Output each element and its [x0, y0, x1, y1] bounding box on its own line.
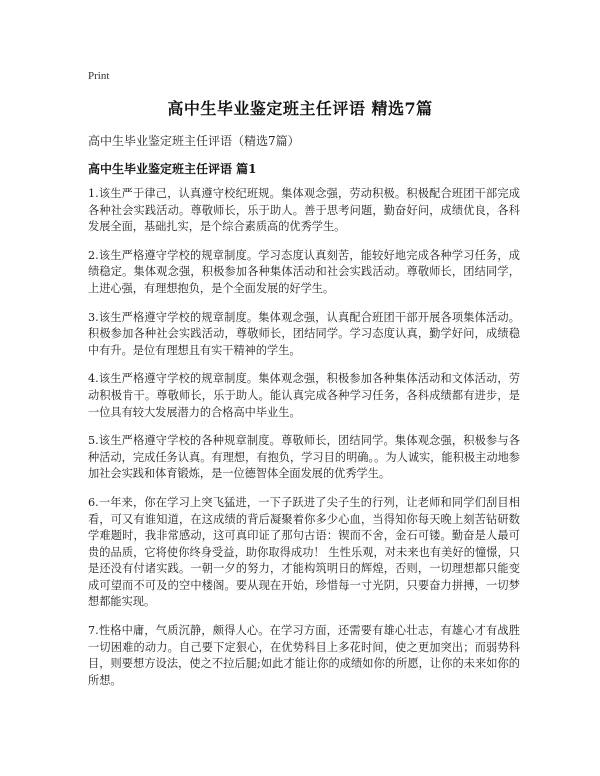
- print-label[interactable]: Print: [88, 70, 110, 82]
- comment-paragraph-1: 1.该生严于律己，认真遵守校纪班规。集体观念强，劳动积极。积极配合班团干部完成各种社会实践活动。尊敬师长，乐于助人。善于思考问题，勤奋好问，成绩优良，各科发展全面，基础扎实，是个综合素质高的优秀学生。: [88, 187, 520, 234]
- comment-paragraph-5: 5.该生严格遵守学校的各种规章制度。尊敬师长，团结同学。集体观念强，积极参与各种活动，完成任务认真。有理想，有抱负，学习目的明确。。为人诚实，能积极主动地参加社会实践和体育锻炼，是一位德智体全面发展的优秀学生。: [88, 434, 520, 481]
- comment-paragraph-7: 7.性格中庸，气质沉静，颇得人心。在学习方面，还需要有雄心壮志，有雄心才有战胜一切困难的动力。自己要下定狠心，在优势科目上多花时间，使之更加突出；而弱势科目，则要想方设法，使之不拉后腿;如此才能让你的成绩如你的所愿，让你的未来如你的所想。: [88, 624, 520, 687]
- content-body: [88, 186, 520, 701]
- comment-paragraph-4: 4.该生严格遵守学校的规章制度。集体观念强，积极参加各种集体活动和文体活动，劳动积极肯干。尊敬师长，乐于助人。能认真完成各种学习任务，各科成绩都有进步，是一位具有较大发展潜力的合格高中毕业生。: [88, 372, 520, 419]
- document-subtitle: 高中生毕业鉴定班主任评语（精选7篇）: [88, 134, 300, 148]
- section-heading: 高中生毕业鉴定班主任评语 篇1: [88, 162, 257, 176]
- comment-paragraph-3: 3.该生严格遵守学校的规章制度。集体观念强，认真配合班团干部开展各项集体活动。积极参加各种社会实践活动，尊敬师长，团结同学。学习态度认真，勤学好问，成绩稳中有升。是位有理想且有实干精神的学生。: [88, 310, 520, 357]
- comment-paragraph-2: 2.该生严格遵守学校的规章制度。学习态度认真刻苦，能较好地完成各种学习任务，成绩稳定。集体观念强，积极参加各种集体活动和社会实践活动。尊敬师长，团结同学，上进心强，有理想抱负，是个全面发展的好学生。: [88, 248, 520, 295]
- comment-paragraph-6: 6.一年来，你在学习上突飞猛进，一下子跃进了尖子生的行列，让老师和同学们刮目相看，可又有谁知道，在这成绩的背后凝聚着你多少心血，当得知你每天晚上刻苦钻研数学难题时，我非常感动，这可真印证了那句古语：锲而不舍，金石可镂。勤奋是人最可贵的品质，它将使你终身受益，助你取得成功！ 生性乐观，对未来也有美好的憧憬，只是还没有付诸实践。一朝一夕的努力，才能构筑明日的辉煌，否则，一切理想都只能变成可望而不可及的空中楼阁。要从现在开始，珍惜每一寸光阴，只要奋力拼搏，一切梦想都能实现。: [88, 495, 520, 609]
- page-title: 高中生毕业鉴定班主任评语 精选7篇: [167, 99, 433, 118]
